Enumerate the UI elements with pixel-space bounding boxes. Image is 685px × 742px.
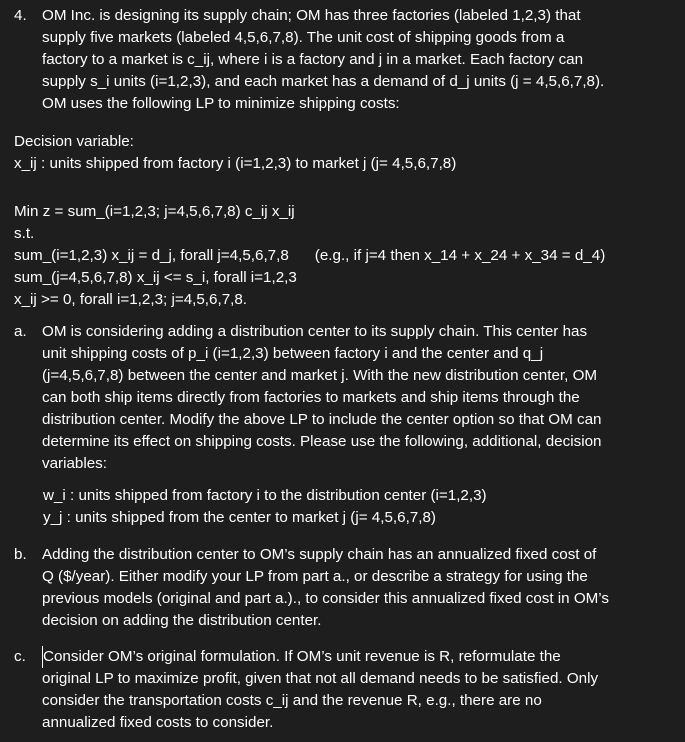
lp-constraint-nonnegativity: x_ij >= 0, forall i=1,2,3; j=4,5,6,7,8. — [14, 291, 248, 308]
part-c-text[interactable] — [42, 646, 598, 734]
lp-constraint-demand: sum_(i=1,2,3) x_ij = d_j, forall j=4,5,6,7,8 — [14, 247, 289, 264]
text-line: unit shipping costs of p_i (i=1,2,3) between factory i and the center and q_j — [42, 345, 544, 362]
text-line: OM Inc. is designing its supply chain; OM has three factories (labeled 1,2,3) that — [42, 7, 581, 24]
text-line: (j=4,5,6,7,8) between the center and market j. With the new distribution center, OM — [42, 367, 598, 384]
text-line: Adding the distribution center to OM’s supply chain has an annualized fixed cost of — [42, 546, 597, 563]
part-b — [14, 544, 609, 632]
text-line: determine its effect on shipping costs. Please use the following, additional, decision — [42, 433, 602, 450]
text-line: OM is considering adding a distribution center to its supply chain. This center has — [42, 323, 588, 340]
text-line: previous models (original and part a.)., to consider this annualized fixed cost in OM’s — [42, 590, 610, 607]
additional-decision-variables — [43, 485, 487, 529]
part-a — [14, 321, 601, 475]
decision-variable-definition: x_ij : units shipped from factory i (i=1,2,3) to market j (j= 4,5,6,7,8) — [14, 155, 457, 172]
lp-constraint-demand-row — [14, 245, 605, 267]
text-line: annualized fixed costs to consider. — [42, 714, 274, 731]
text-line: variables: — [42, 455, 107, 472]
part-b-text — [42, 544, 609, 632]
text-line: Q ($/year). Either modify your LP from part a., or describe a strategy for using the — [42, 568, 588, 585]
question-4 — [14, 5, 604, 115]
decision-variable-heading: Decision variable: — [14, 133, 134, 150]
text-line: can both ship items directly from factories to markets and ship items through the — [42, 389, 580, 406]
part-a-label: a. — [14, 323, 27, 340]
lp-constraint-example: (e.g., if j=4 then x_14 + x_24 + x_34 = d_4) — [314, 247, 606, 264]
text-line: supply s_i units (i=1,2,3), and each market has a demand of d_j units (j = 4,5,6,7,8). — [42, 73, 605, 90]
text-line: distribution center. Modify the above LP to include the center option so that OM can — [42, 411, 602, 428]
text-line: decision on adding the distribution center. — [42, 612, 322, 629]
variable-y-definition: y_j : units shipped from the center to market j (j= 4,5,6,7,8) — [43, 509, 436, 526]
part-c-label: c. — [14, 648, 26, 665]
text-line: supply five markets (labeled 4,5,6,7,8). The unit cost of shipping goods from a — [42, 29, 565, 46]
lp-formulation — [14, 201, 605, 311]
part-a-text — [42, 321, 601, 475]
part-c — [14, 646, 598, 734]
lp-constraint-supply: sum_(j=4,5,6,7,8) x_ij <= s_i, forall i=1,2,3 — [14, 269, 297, 286]
part-b-label: b. — [14, 546, 27, 563]
text-line: OM uses the following LP to minimize shipping costs: — [42, 95, 400, 112]
question-number: 4. — [14, 7, 27, 24]
text-line[interactable]: Consider OM’s original formulation. If OM’s unit revenue is R, reformulate the — [42, 646, 598, 668]
question-4-text — [42, 5, 604, 115]
text-line: original LP to maximize profit, given that not all demand needs to be satisfied. Only — [42, 670, 599, 687]
text-line: factory to a market is c_ij, where i is a factory and j in a market. Each factory can — [42, 51, 584, 68]
text-line: consider the transportation costs c_ij and the revenue R, e.g., there are no — [42, 692, 542, 709]
variable-w-definition: w_i : units shipped from factory i to the distribution center (i=1,2,3) — [43, 487, 487, 504]
lp-subject-to: s.t. — [14, 225, 35, 242]
lp-objective: Min z = sum_(i=1,2,3; j=4,5,6,7,8) c_ij x_ij — [14, 203, 295, 220]
